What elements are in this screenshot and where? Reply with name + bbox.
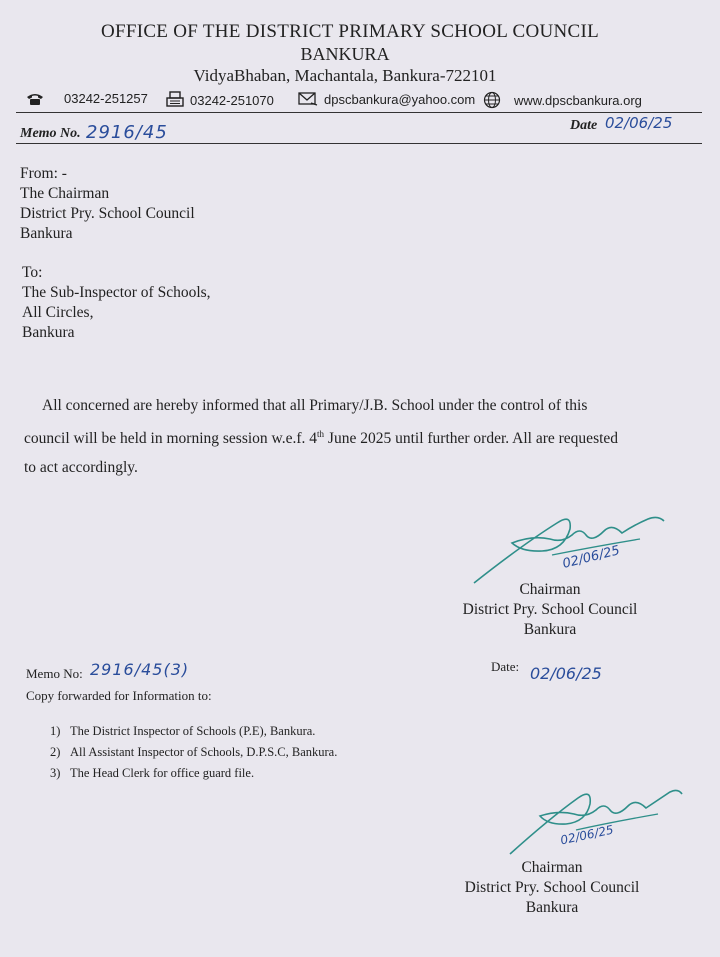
forward-heading: Copy forwarded for Information to: [26, 688, 212, 703]
body-line: to act accordingly. [24, 459, 138, 477]
website-contact [482, 91, 642, 109]
body-line: All concerned are hereby informed that all Primary/J.B. School under the control of this [42, 397, 588, 414]
signature-block-1 [450, 580, 650, 640]
telephone-icon [26, 92, 44, 106]
email-address[interactable]: dpscbankura@yahoo.com [324, 91, 476, 107]
forward-date-handwritten: 02/06/25 [530, 664, 602, 683]
chairman-signature-2 [500, 778, 690, 863]
list-number: 2) [50, 745, 61, 759]
signature-block-2 [452, 858, 652, 918]
from-heading: From: - [20, 165, 67, 182]
signatory-title: Chairman [521, 859, 583, 876]
list-item [50, 763, 337, 784]
forward-date-label: Date: [491, 659, 520, 674]
to-block [22, 263, 211, 343]
signatory-place: Bankura [523, 621, 577, 638]
globe-icon [482, 91, 502, 109]
signatory-place: Bankura [525, 899, 579, 916]
header-divider-top [16, 112, 702, 113]
fax-contact [166, 91, 274, 109]
signature-date-handwritten: 02/06/25 [559, 822, 615, 848]
list-item [50, 721, 337, 742]
date-handwritten: 02/06/25 [605, 114, 673, 132]
signatory-title: Chairman [519, 581, 581, 598]
date-label: Date [570, 118, 598, 133]
from-block [20, 164, 195, 244]
to-heading: To: [22, 264, 43, 281]
ordinal-suffix: th [317, 429, 325, 439]
phone-contact [26, 91, 148, 106]
list-number: 1) [50, 724, 61, 738]
list-text: The District Inspector of Schools (P.E), Bankura. [70, 724, 316, 738]
email-contact [298, 91, 475, 107]
to-line: All Circles, [22, 304, 94, 321]
list-text: All Assistant Inspector of Schools, D.P.S.C, Bankura. [70, 745, 338, 759]
to-line: The Sub-Inspector of Schools, [22, 284, 211, 301]
contact-row [26, 89, 706, 111]
office-address: VidyaBhaban, Machantala, Bankura-722101 [193, 66, 497, 85]
fax-number: 03242-251070 [190, 92, 274, 108]
signature-date-handwritten: 02/06/25 [561, 543, 622, 572]
header-divider-bottom [16, 143, 702, 144]
body-line [24, 420, 680, 453]
list-item [50, 742, 337, 763]
forward-recipient-list [50, 721, 337, 784]
from-line: The Chairman [20, 185, 110, 202]
website-url[interactable]: www.dpscbankura.org [514, 92, 642, 108]
list-text: The Head Clerk for office guard file. [70, 766, 255, 780]
email-icon [298, 91, 318, 107]
signatory-org: District Pry. School Council [464, 879, 640, 896]
from-line: Bankura [20, 225, 73, 242]
forward-memo-label: Memo No: [26, 666, 83, 681]
notice-body [24, 391, 680, 482]
fax-icon [166, 91, 184, 109]
to-line: Bankura [22, 324, 75, 341]
from-line: District Pry. School Council [20, 205, 195, 222]
signatory-org: District Pry. School Council [462, 601, 638, 618]
list-number: 3) [50, 766, 61, 780]
memo-label: Memo No. [20, 126, 81, 141]
forward-memo-handwritten: 2916/45(3) [90, 660, 190, 679]
memo-number-handwritten: 2916/45 [86, 122, 168, 143]
body-text-part: June 2025 until further order. All are requested [324, 430, 619, 448]
office-name: OFFICE OF THE DISTRICT PRIMARY SCHOOL COUNCIL [100, 21, 600, 42]
phone-number: 03242-251257 [64, 91, 148, 106]
office-city: BANKURA [300, 44, 390, 64]
body-text-part: council will be held in morning session w.e.f. 4 [24, 430, 318, 448]
